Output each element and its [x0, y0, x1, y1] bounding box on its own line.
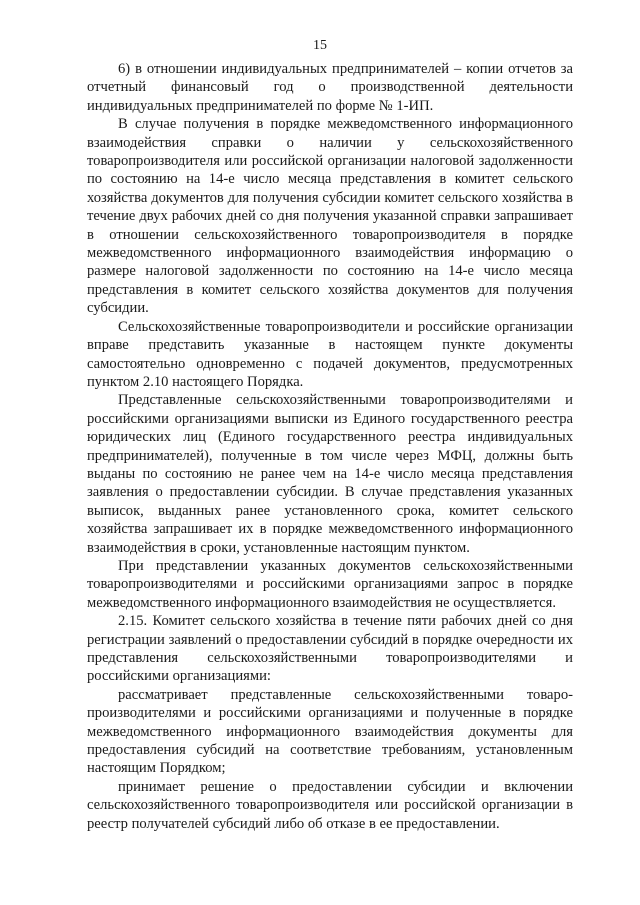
- paragraph-decision: принимает решение о предоставлении субсидии и включении сельскохозяйственного товаропроизводителя или российской организации в реестр получателей субсидий либо об отказе в ее предоставлении.: [87, 778, 573, 832]
- paragraph-no-request: При представлении указанных документов сельскохозяйственными товаропроизводителями и российскими организациями запрос в порядке межведомственного информационного взаимодействия не осуществляется.: [87, 557, 573, 611]
- paragraph-interagency-tax-debt: В случае получения в порядке межведомственного информационного взаимодействия справки о наличии у сельскохозяйственного товаропроизводителя или российской организации налоговой задолженности по состоянию на 14-е число месяца представления в комитет сельского хозяйства документов для получения субсидии комитет сельского хозяйства в течение двух рабочих дней со дня получения указанной справки запрашивает в отношении сельскохозяйственного товаропроизводителя в порядке межведомственного информационного взаимодействия информацию о размере налоговой задолженности по состоянию на 14-е число месяца представления в комитет сельского хозяйства документов для получения субсидии.: [87, 116, 573, 317]
- paragraph-2-15: 2.15. Комитет сельского хозяйства в течение пяти рабочих дней со дня регистрации заявлений о предоставлении субсидий в порядке очередности их представления сельскохозяйственными товаропроизводителями и российскими организациями:: [87, 613, 573, 685]
- document-body: [87, 60, 573, 833]
- page-number: 15: [313, 38, 327, 53]
- paragraph-registry-extracts: Представленные сельскохозяйственными товаропроизводителями и российскими организациями выписки из Единого государственного реестра юридических лиц (Единого государственного реестра индивидуальных предпринимателей), полученные в том числе через МФЦ, должны быть выданы по состоянию не ранее чем на 14-е число месяца представления заявления о предоставлении субсидии. В случае представления указанных выписок, выданных ранее установленного срока, комитет сельского хозяйства запрашивает их в порядке межведомственного информационного взаимодействия в сроки, установленные настоящим пунктом.: [87, 392, 573, 556]
- paragraph-right-to-submit: Сельскохозяйственные товаропроизводители и российские организации вправе представить указанные в настоящем пункте документы самостоятельно одновременно с подачей документов, предусмотренных пунктом 2.10 настоящего Порядка.: [87, 318, 573, 390]
- paragraph-reviews: рассматривает представленные сельскохозяйственными товаропроизводителями и российскими организациями и полученные в порядке межведомственного информационного взаимодействия документы для предоставления субсидий на соответствие требованиям, установленным настоящим Порядком;: [87, 686, 573, 777]
- paragraph-item-6: 6) в отношении индивидуальных предпринимателей – копии отчетов за отчетный финансовый год о производственной деятельности индивидуальных предпринимателей по форме № 1-ИП.: [87, 61, 573, 114]
